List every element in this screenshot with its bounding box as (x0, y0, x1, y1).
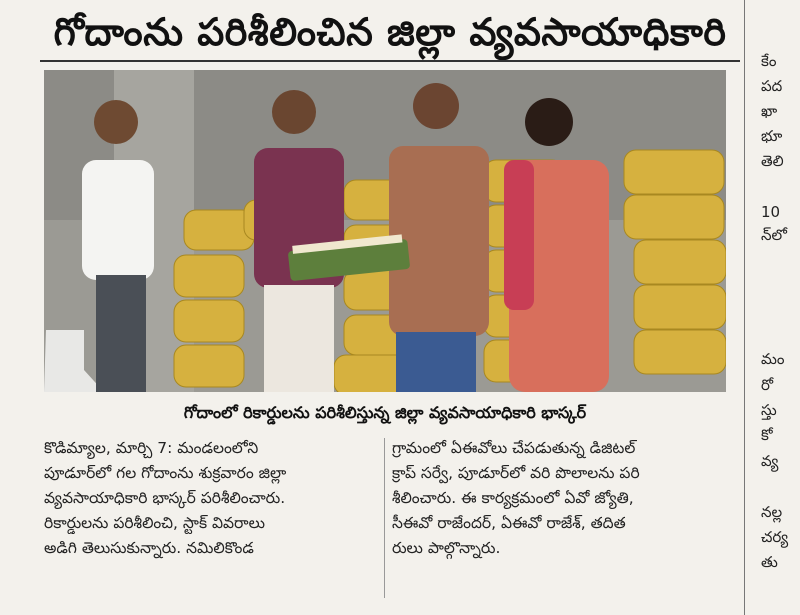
adjacent-text-fragment: భూ (761, 127, 783, 145)
body-line: శీలించారు. ఈ కార్యక్రమంలో ఏవో జ్యోతి, (392, 489, 634, 507)
adjacent-text-fragment: న్‌లో (761, 226, 787, 244)
adjacent-text-fragment: మం (761, 350, 785, 368)
news-photo (44, 70, 726, 392)
adjacent-text-fragment: కో (761, 426, 773, 444)
body-line: కొడిమ్యాల, మార్చి 7: మండలంలోని (44, 439, 259, 457)
adjacent-text-fragment: రో (761, 376, 774, 394)
column-divider (384, 438, 385, 598)
adjacent-text-fragment: చర్య (761, 528, 789, 546)
body-line: క్రాప్ సర్వే, పూడూర్‌లో వరి పొలాలను పరి (392, 464, 640, 482)
body-line: వ్యవసాయాధికారి భాస్కర్ పరిశీలించారు. (44, 489, 286, 507)
article-body-right-column (392, 436, 726, 561)
adjacent-text-fragment: నల్ల (761, 503, 783, 521)
adjacent-text-fragment: తెలి (761, 152, 784, 170)
body-line: గ్రామంలో ఏఈవోలు చేపడుతున్న డిజిటల్ (392, 439, 636, 457)
body-line: రికార్డులను పరిశీలించి, స్టాక్ వివరాలు (44, 514, 265, 532)
adjacent-article-column (744, 0, 800, 615)
body-line: పూడూర్‌లో గల గోదాంను శుక్రవారం జిల్లా (44, 464, 287, 482)
headline-rule (40, 60, 740, 62)
adjacent-text-fragment: ఖా (761, 102, 778, 120)
body-line: రులు పాల్గొన్నారు. (392, 539, 501, 557)
adjacent-text-fragment: తు (761, 553, 778, 571)
adjacent-text-fragment: స్తు (761, 401, 777, 419)
warehouse-photo-illustration (44, 70, 726, 392)
body-line: అడిగి తెలుసుకున్నారు. నమిలికొండ (44, 539, 254, 557)
article-headline: గోదాంను పరిశీలించిన జిల్లా వ్యవసాయాధికారి (53, 10, 727, 54)
adjacent-text-fragment: పద (761, 77, 783, 95)
article-body-left-column (44, 436, 378, 561)
adjacent-text-fragment: కేం (761, 52, 777, 70)
photo-caption: గోదాంలో రికార్డులను పరిశీలిస్తున్న జిల్లా వ్యవసాయాధికారి భాస్కర్ (183, 403, 587, 422)
adjacent-text-fragment: 10 (761, 203, 781, 221)
body-line: సీఈవో రాజేందర్, ఏఈవో రాజేశ్, తదిత (392, 514, 626, 532)
adjacent-text-fragment: వ్య (761, 452, 779, 470)
